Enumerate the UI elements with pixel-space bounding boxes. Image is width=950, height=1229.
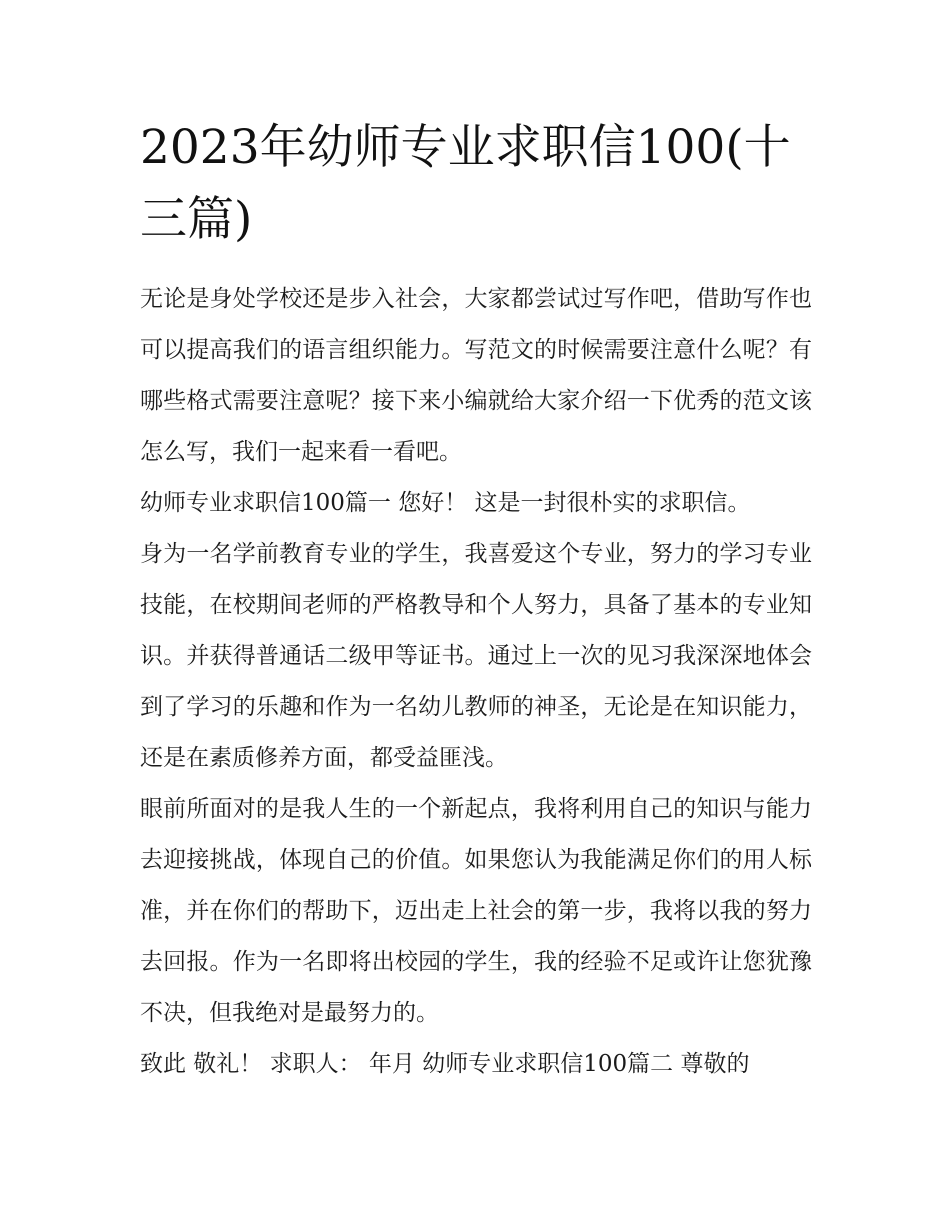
paragraph-letter-opening: 幼师专业求职信100篇一 您好！ 这是一封很朴实的求职信。	[140, 490, 751, 516]
document-body	[140, 274, 812, 1090]
paragraph-intro: 无论是身处学校还是步入社会，大家都尝试过写作吧，借助写作也可以提高我们的语言组织能力。写范文的时候需要注意什么呢？有哪些格式需要注意呢？接下来小编就给大家介绍一下优秀的范文该怎么写，我们一起来看一看吧。	[140, 286, 812, 465]
document-title: 2023年幼师专业求职信100(十三篇)	[140, 120, 791, 247]
paragraph-self-introduction: 身为一名学前教育专业的学生，我喜爱这个专业，努力的学习专业技能，在校期间老师的严格教导和个人努力，具备了基本的专业知识。并获得普通话二级甲等证书。通过上一次的见习我深深地体会到了学习的乐趣和作为一名幼儿教师的神圣，无论是在知识能力，还是在素质修养方面，都受益匪浅。	[140, 541, 812, 771]
document-content	[140, 112, 812, 1090]
paragraph-closing: 致此 敬礼！ 求职人： 年月 幼师专业求职信100篇二 尊敬的	[140, 1051, 750, 1077]
paragraph-aspiration: 眼前所面对的是我人生的一个新起点，我将利用自己的知识与能力去迎接挑战，体现自己的价值。如果您认为我能满足你们的用人标准，并在你们的帮助下，迈出走上社会的第一步，我将以我的努力去回报。作为一名即将出校园的学生，我的经验不足或许让您犹豫不决，但我绝对是最努力的。	[140, 796, 812, 1026]
